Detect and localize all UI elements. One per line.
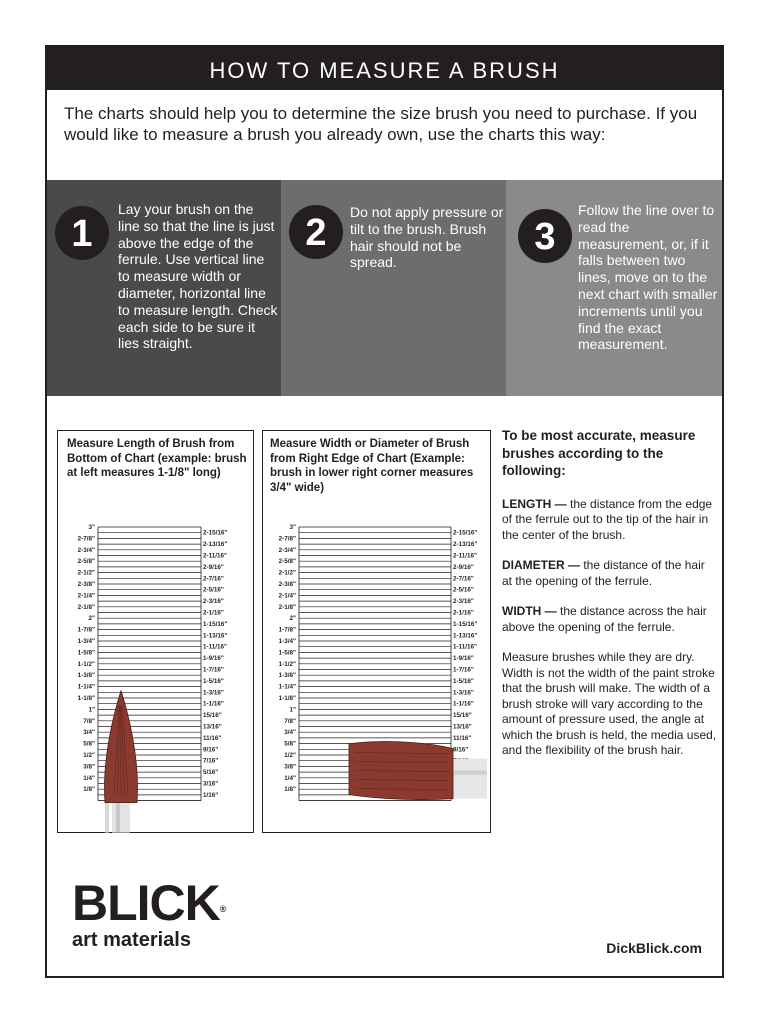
ruler-label-right: 1-7/16" <box>453 666 474 674</box>
ruler-label-right: 1-3/16" <box>203 689 224 697</box>
step-3-panel <box>506 180 722 396</box>
ruler-label-right: 2-3/16" <box>203 598 224 606</box>
ruler-label-left: 1/2" <box>83 752 95 759</box>
ruler-label-left: 5/8" <box>83 740 95 748</box>
step-2-text: Do not apply pressure or tilt to the brush. Brush hair should not be spread. <box>350 204 504 271</box>
ruler-label-left: 2" <box>88 615 95 623</box>
ruler-label-left: 2" <box>289 615 296 623</box>
ruler-label-left: 1" <box>289 706 296 714</box>
ruler-label-left: 1/8" <box>284 786 296 794</box>
ruler-label-left: 3/4" <box>284 729 296 737</box>
step-1-panel <box>47 180 281 396</box>
ruler-label-left: 1-3/8" <box>77 672 95 680</box>
ruler-label-right: 1-15/16" <box>453 620 478 628</box>
ruler-label-right: 2-11/16" <box>453 552 477 560</box>
ruler-label-right: 9/16" <box>203 746 219 754</box>
ruler-label-left: 2-5/8" <box>77 558 95 566</box>
ruler-label-right: 1-11/16" <box>453 643 477 651</box>
ruler-label-right: 15/16" <box>203 712 222 720</box>
ruler-label-left: 2-7/8" <box>77 535 95 543</box>
brush-handle-shadow <box>105 801 109 833</box>
ruler-label-left: 1-1/8" <box>278 695 296 702</box>
ruler-label-left: 3/8" <box>284 763 296 771</box>
ruler-label-left: 5/8" <box>284 740 296 748</box>
ruler-label-right: 2-3/16" <box>453 598 474 606</box>
ruler-label-left: 1-1/4" <box>278 683 296 691</box>
ruler-label-left: 3" <box>289 524 296 531</box>
ruler-label-right: 2-5/16" <box>453 586 474 594</box>
ruler-label-left: 2-1/8" <box>278 603 296 611</box>
brush-ferrule <box>453 759 487 799</box>
ruler-label-left: 1-1/2" <box>278 660 296 668</box>
ruler-label-left: 1-1/4" <box>77 683 95 691</box>
ruler-label-left: 1-3/8" <box>278 672 296 680</box>
ruler-label-right: 2-7/16" <box>203 575 224 583</box>
ruler-label-right: 2-1/16" <box>453 609 474 617</box>
ruler-label-right: 1-9/16" <box>203 655 224 663</box>
ruler-label-left: 1/4" <box>83 774 95 782</box>
ruler-label-left: 1/8" <box>83 786 95 794</box>
ruler-label-left: 7/8" <box>284 717 296 725</box>
ruler-label-right: 1/16" <box>203 791 219 799</box>
ruler-label-right: 2-13/16" <box>203 541 228 549</box>
ruler-label-right: 2-1/16" <box>203 609 224 617</box>
ruler-label-right: 5/16" <box>203 769 219 777</box>
ruler-label-right: 2-9/16" <box>453 563 474 571</box>
ruler-label-right: 1-15/16" <box>203 620 228 628</box>
step-number-3: 3 <box>518 209 572 263</box>
ruler-label-left: 1-7/8" <box>77 626 95 634</box>
brush-ferrule-highlight <box>116 801 120 833</box>
ruler-label-left: 1" <box>88 706 95 714</box>
guide-heading: To be most accurate, measure brushes according to the following: <box>502 428 696 478</box>
ruler-label-left: 2-3/8" <box>77 581 95 588</box>
ruler-label-left: 3/8" <box>83 763 95 771</box>
ruler-label-right: 2-5/16" <box>203 586 224 594</box>
ruler-label-right: 1-5/16" <box>453 677 474 685</box>
ruler-label-right: 13/16" <box>203 723 222 731</box>
ruler-label-right: 2-11/16" <box>203 552 227 560</box>
ruler-label-left: 2-1/8" <box>77 603 95 611</box>
ruler-label-left: 1-7/8" <box>278 626 296 634</box>
ruler-label-left: 1/2" <box>284 752 296 759</box>
ruler-label-left: 2-3/8" <box>278 581 296 588</box>
ruler-label-left: 7/8" <box>83 717 95 725</box>
length-term: LENGTH — <box>502 496 567 511</box>
width-definition <box>502 604 717 635</box>
ruler-label-right: 3/16" <box>203 780 219 788</box>
logo-brand <box>72 875 226 931</box>
website-link[interactable]: DickBlick.com <box>606 940 702 956</box>
ruler-label-right: 1-5/16" <box>203 677 224 685</box>
ruler-label-right: 1-1/16" <box>203 700 224 708</box>
registered-mark: ® <box>219 904 226 914</box>
logo-tagline: art materials <box>72 929 191 951</box>
intro-text: The charts should help you to determine the size brush you need to purchase. If you would like to measure a brush you already own, use the charts this way: <box>64 104 698 144</box>
step-1-text: Lay your brush on the line so that the line is just above the edge of the ferrule. Use vertical line to measure width or diameter, horizontal line to measure length. Check each side to be sure it lies straight. <box>118 201 278 352</box>
ruler-label-left: 1/4" <box>284 774 296 782</box>
length-chart <box>57 430 254 833</box>
page-frame <box>45 45 724 978</box>
width-chart <box>262 430 491 833</box>
ruler-label-right: 2-13/16" <box>453 541 478 549</box>
step-3-text: Follow the line over to read the measurement, or, if it falls between two lines, move on to the next chart with smaller increments until you find the exact measurement. <box>578 202 718 353</box>
ruler-label-right: 11/16" <box>203 734 222 742</box>
logo-wordmark: BLICK <box>72 875 220 931</box>
ruler-label-right: 1-11/16" <box>203 643 227 651</box>
step-number-2: 2 <box>289 205 343 259</box>
dry-brush-note: Measure brushes while they are dry. Width is not the width of the paint stroke that the brush will make. The width of a brush stroke will vary according to the amount of pressure used, the angle at which the brush is held, the media used, and the flexibility of the brush hair. <box>502 650 717 757</box>
ruler-label-right: 2-9/16" <box>203 563 224 571</box>
ruler-label-right: 1-7/16" <box>203 666 224 674</box>
step-2-panel <box>281 180 506 396</box>
ruler-label-left: 2-7/8" <box>278 535 296 543</box>
ruler-label-left: 2-1/2" <box>278 569 296 577</box>
ruler-label-right: 1-3/16" <box>453 689 474 697</box>
ruler-label-left: 3" <box>88 524 95 531</box>
diameter-term: DIAMETER — <box>502 558 580 572</box>
length-chart-title: Measure Length of Brush from Bottom of Chart (example: brush at left measures 1-1/8" long) <box>67 438 247 479</box>
ruler-label-left: 2-1/4" <box>278 592 296 600</box>
ruler-label-left: 2-1/2" <box>77 569 95 577</box>
width-term: WIDTH — <box>502 604 557 618</box>
ruler-label-left: 1-3/4" <box>77 638 95 645</box>
ruler-label-left: 3/4" <box>83 729 95 737</box>
ruler-label-right: 1-13/16" <box>453 632 478 640</box>
brush-ferrule <box>112 801 130 833</box>
ruler-label-right: 11/16" <box>453 734 472 742</box>
brush-ferrule-highlight <box>453 771 487 775</box>
ruler-label-left: 2-3/4" <box>278 546 296 554</box>
ruler-label-left: 1-5/8" <box>77 649 95 657</box>
ruler-label-right: 1-9/16" <box>453 655 474 663</box>
ruler-label-left: 1-5/8" <box>278 649 296 657</box>
measurement-guide <box>502 427 717 774</box>
ruler-label-right: 1-13/16" <box>203 632 228 640</box>
width-def-text: the distance across the hair above the opening of the ferrule. <box>502 604 707 634</box>
diameter-definition <box>502 558 717 589</box>
ruler-label-right: 15/16" <box>453 712 472 720</box>
ruler-label-right: 2-15/16" <box>203 529 228 537</box>
ruler-label-right: 1-1/16" <box>453 700 474 708</box>
length-def-text: the distance from the edge of the ferrule out to the tip of the hair in the center of the brush. <box>502 496 713 542</box>
ruler-label-left: 1-3/4" <box>278 638 296 645</box>
page-title: HOW TO MEASURE A BRUSH <box>47 47 722 90</box>
ruler-label-left: 2-5/8" <box>278 558 296 566</box>
ruler-label-right: 7/16" <box>203 757 219 765</box>
ruler-label-right: 13/16" <box>453 723 472 731</box>
diameter-def-text: the distance of the hair at the opening of the ferrule. <box>502 558 705 588</box>
ruler-label-left: 2-3/4" <box>77 546 95 554</box>
length-chart-graphic <box>58 431 255 834</box>
ruler-label-right: 9/16" <box>453 746 469 754</box>
ruler-label-left: 2-1/4" <box>77 592 95 600</box>
width-chart-title: Measure Width or Diameter of Brush from Right Edge of Chart (Example: brush in lower right corner measures 3/4" wide) <box>270 438 474 494</box>
length-definition <box>502 497 717 544</box>
ruler-label-left: 1-1/2" <box>77 660 95 668</box>
ruler-label-left: 1-1/8" <box>77 695 95 702</box>
step-number-1: 1 <box>55 206 109 260</box>
blick-logo <box>72 875 226 951</box>
ruler-label-right: 2-7/16" <box>453 575 474 583</box>
ruler-label-right: 2-15/16" <box>453 529 478 537</box>
